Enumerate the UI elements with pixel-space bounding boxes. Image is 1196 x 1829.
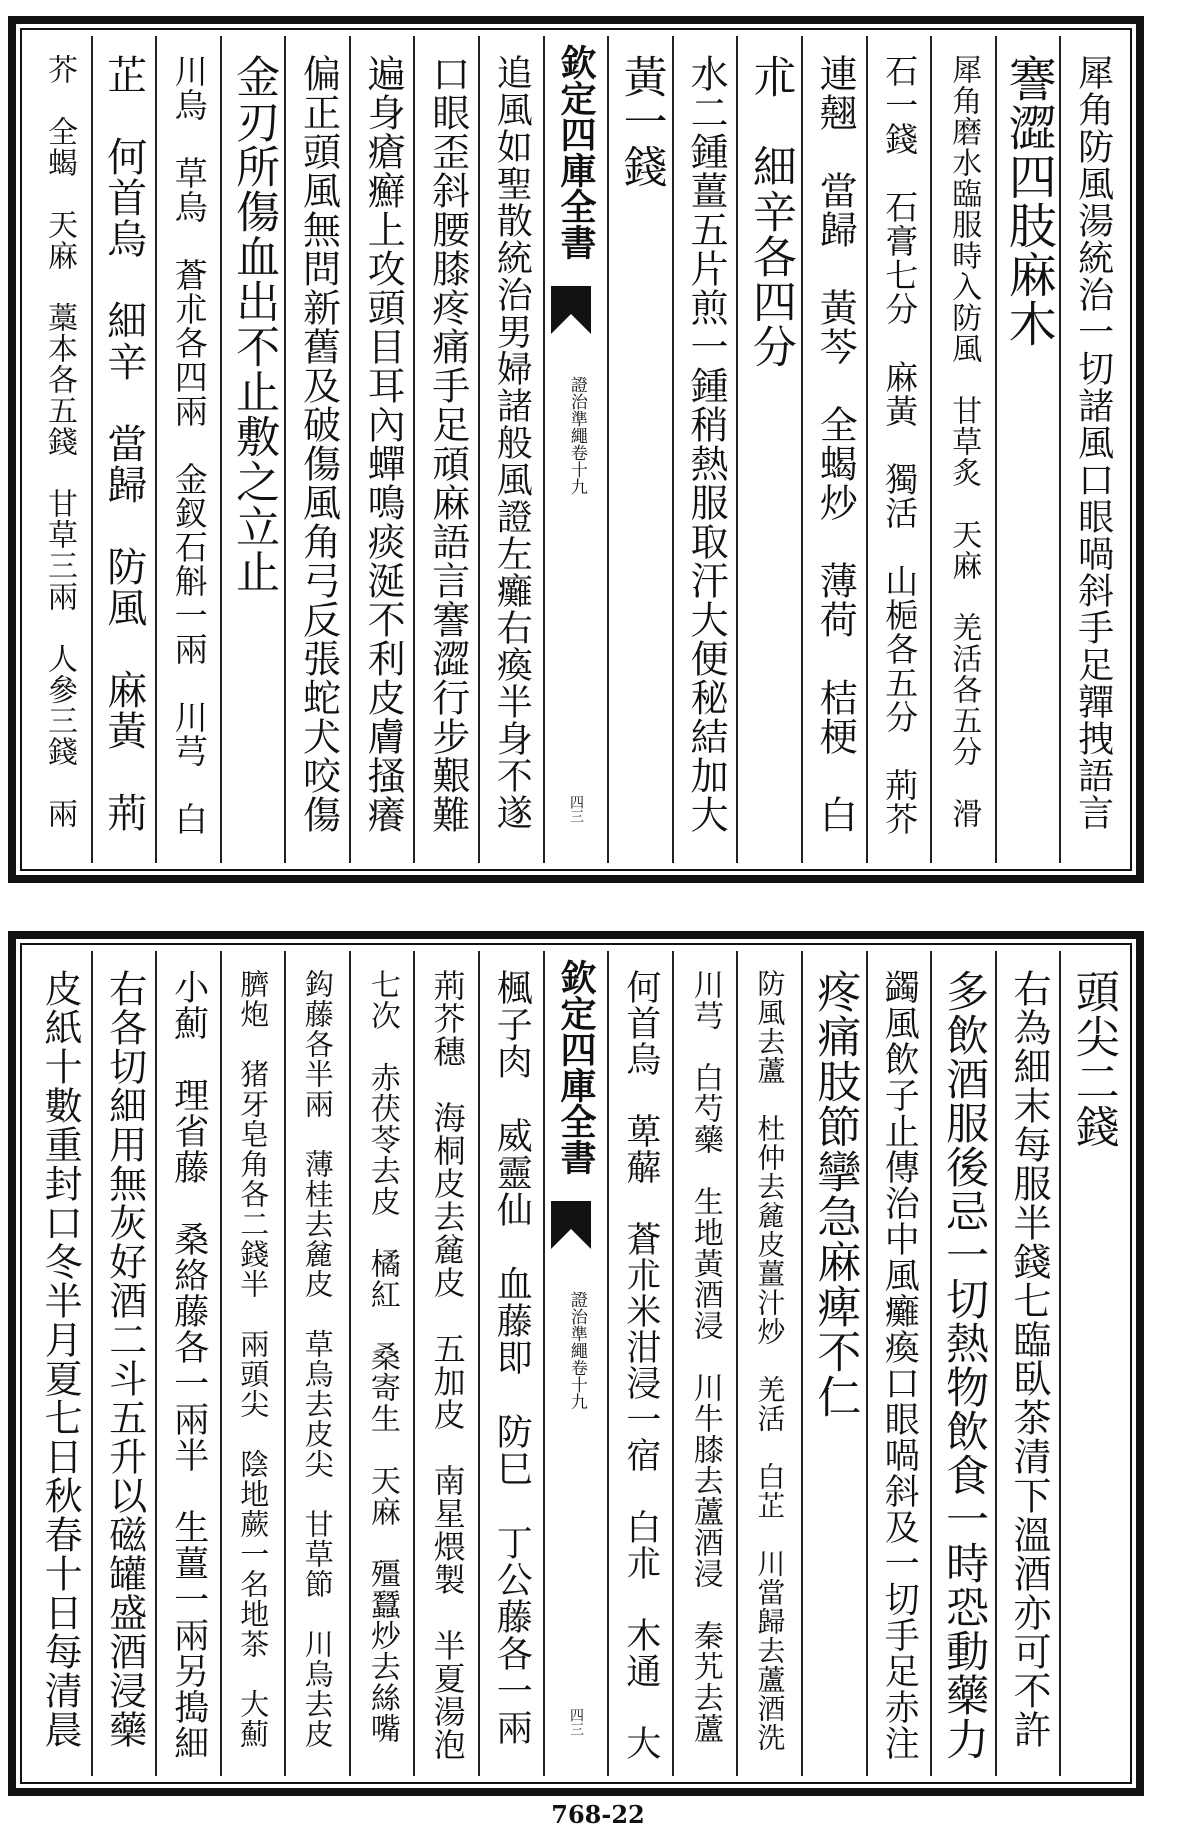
- top-columns: [28, 36, 1124, 863]
- column-text: 芷 何首烏 細辛 當歸 防風 麻黃 荊: [100, 54, 147, 833]
- center-fold-column: [543, 36, 608, 863]
- column-text: 頭尖二錢: [1067, 969, 1119, 1149]
- center-fold-column: [543, 951, 608, 1776]
- text-column: [28, 36, 91, 863]
- text-column: [930, 951, 995, 1776]
- column-text: 何首烏 萆薢 蒼朮米泔浸一宿 白朮 木通 大: [620, 969, 661, 1761]
- text-column: [1059, 36, 1124, 863]
- text-column: [930, 36, 995, 863]
- column-text: 七次 赤茯苓去皮 橘紅 桑寄生 天麻 殭蠶炒去絲嘴: [364, 969, 400, 1744]
- column-text: 楓子肉 威靈仙 血藤即 防巳 丁公藤各一兩: [491, 969, 533, 1746]
- text-column: [284, 951, 349, 1776]
- text-column: [91, 951, 156, 1776]
- column-text: 川烏 草烏 蒼朮各四兩 金釵石斛一兩 川芎 白: [169, 54, 209, 836]
- column-text: 連翹 當歸 黃芩 全蝎炒 薄荷 桔梗 白: [813, 54, 858, 834]
- text-column: [220, 36, 285, 863]
- text-column: [866, 36, 931, 863]
- column-text: 蠲風飲子止傳治中風癱瘓口眼喎斜及一切手足赤注: [879, 969, 920, 1761]
- book-title: 欽定四庫全書: [554, 44, 597, 260]
- column-text: 黃一錢: [615, 54, 667, 189]
- column-text: 謇澀四肢麻木: [1000, 54, 1057, 348]
- text-column: [801, 36, 866, 863]
- column-text: 口眼歪斜腰膝疼痛手足頑麻語言謇澀行步艱難: [425, 54, 470, 834]
- column-text: 右為細末每服半錢七臨臥茶清下溫酒亦可不許: [1007, 969, 1052, 1749]
- text-column: [28, 951, 91, 1776]
- text-column: [866, 951, 931, 1776]
- column-text: 疼痛肢節攣急麻痺不仁: [809, 969, 861, 1419]
- fishtail-mark-icon: [551, 286, 591, 334]
- text-column: [220, 951, 285, 1776]
- text-column: [155, 951, 220, 1776]
- book-title: 欽定四庫全書: [554, 959, 597, 1175]
- bottom-page: [8, 931, 1144, 1796]
- volume-label: 證治準繩卷十九: [566, 1291, 587, 1410]
- column-text: 石一錢 石膏七分 麻黃 獨活 山梔各五分 荊芥: [880, 54, 920, 836]
- column-text: 遍身瘡癬上攻頭目耳內蟬鳴痰涎不利皮膚搔癢: [361, 54, 406, 834]
- column-text: 臍炮 猪牙皂角各二錢半 兩頭尖 陰地蕨一名地茶 大薊: [236, 969, 271, 1749]
- text-column: [607, 36, 672, 863]
- text-column: [349, 951, 414, 1776]
- column-text: 多飲酒服後忌一切熱物飲食一時恐動藥力: [939, 969, 990, 1761]
- column-text: 水二鍾薑五片煎一鍾稍熱服取汗大便秘結加大: [684, 54, 729, 834]
- page-footer-code: 768-22: [551, 1800, 645, 1829]
- text-column: [478, 951, 543, 1776]
- bottom-columns: [28, 951, 1124, 1776]
- column-text: 荊芥穗 海桐皮去麄皮 五加皮 南星煨製 半夏湯泡: [428, 969, 467, 1761]
- text-column: [672, 951, 737, 1776]
- column-text: 追風如聖散統治男婦諸般風證左癱右瘓半身不遂: [491, 54, 533, 831]
- column-text: 防風去蘆 杜仲去麄皮薑汁炒 羌活 白芷 川當歸去蘆酒洗: [753, 969, 787, 1752]
- fishtail-mark-icon: [551, 1201, 591, 1249]
- column-text: 右各切細用無灰好酒二斗五升以磁罐盛酒浸藥: [102, 969, 147, 1749]
- text-column: [478, 36, 543, 863]
- column-text: 皮紙十數重封口冬半月夏七日秋春十日每清晨: [38, 969, 83, 1749]
- text-column: [995, 951, 1060, 1776]
- column-text: 犀角防風湯統治一切諸風口眼喎斜手足嚲拽語言: [1072, 54, 1114, 831]
- text-column: [995, 36, 1060, 863]
- page-number: 四三: [567, 1708, 584, 1736]
- text-column: [736, 951, 801, 1776]
- text-column: [284, 36, 349, 863]
- column-text: 金刃所傷血出不止敷之立止: [228, 54, 280, 594]
- text-column: [349, 36, 414, 863]
- text-column: [736, 36, 801, 863]
- text-column: [91, 36, 156, 863]
- text-column: [801, 951, 866, 1776]
- text-column: [1059, 951, 1124, 1776]
- text-column: [155, 36, 220, 863]
- column-text: 犀角磨水臨服時入防風 甘草炙 天麻 羌活各五分 滑: [946, 54, 982, 829]
- column-text: 芥 全蝎 天麻 藁本各五錢 甘草三兩 人參三錢 兩: [41, 54, 77, 829]
- text-column: [413, 36, 478, 863]
- column-text: 川芎 白芍藥 生地黃酒浸 川牛膝去蘆酒浸 秦艽去蘆: [687, 969, 723, 1744]
- text-column: [413, 951, 478, 1776]
- column-text: 朮 細辛各四分: [744, 54, 796, 369]
- volume-label: 證治準繩卷十九: [566, 376, 587, 495]
- column-text: 小薊 理省藤 桑絡藤各一兩半 生薑一兩另搗細: [168, 969, 209, 1761]
- top-page: [8, 16, 1144, 883]
- column-text: 偏正頭風無問新舊及破傷風角弓反張蛇犬咬傷: [296, 54, 341, 834]
- text-column: [672, 36, 737, 863]
- page-number: 四三: [567, 795, 584, 823]
- column-text: 鈎藤各半兩 薄桂去麄皮 草烏去皮尖 甘草節 川烏去皮: [300, 969, 335, 1749]
- text-column: [607, 951, 672, 1776]
